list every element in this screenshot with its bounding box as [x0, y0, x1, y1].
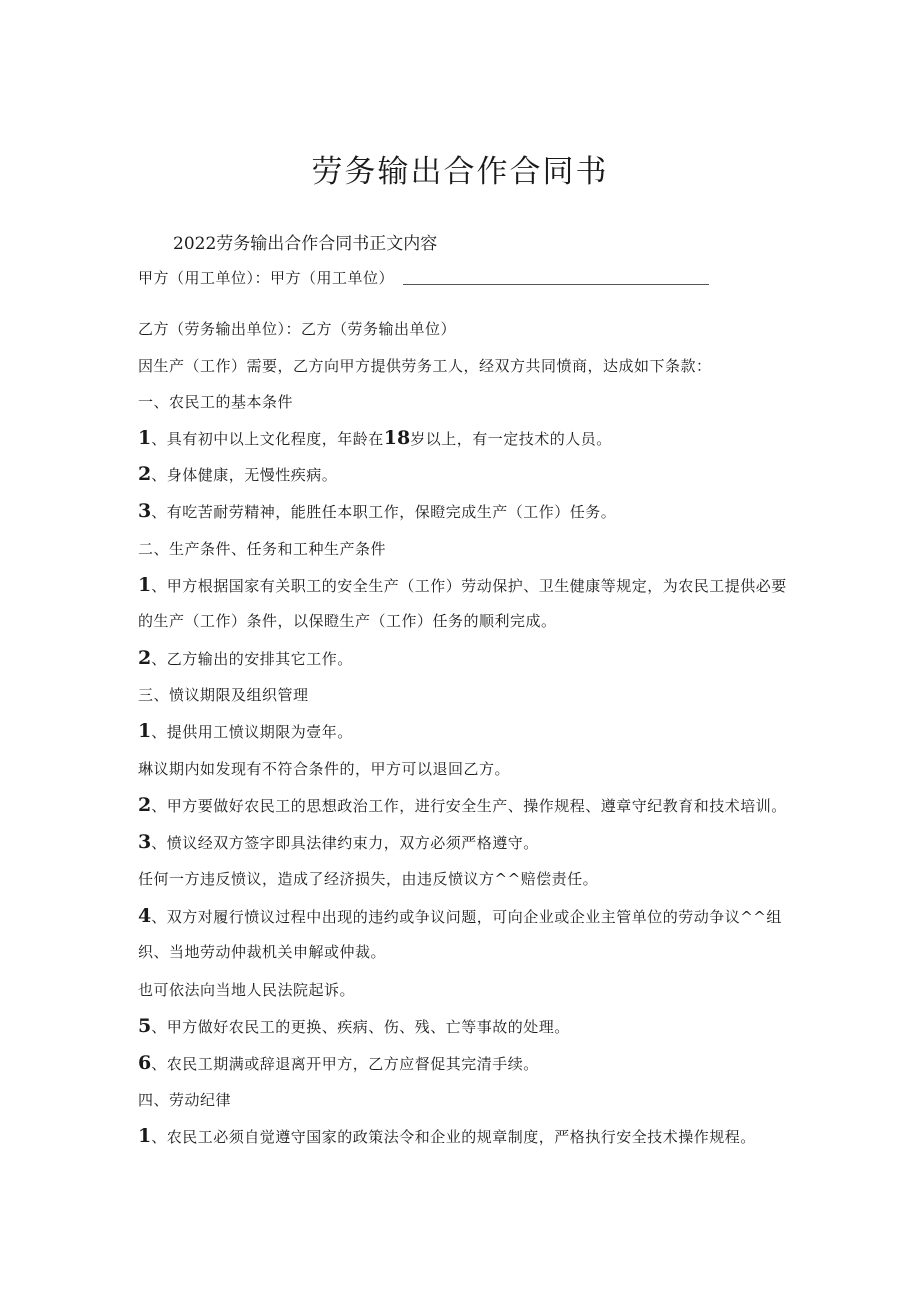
section-3-item-4 [138, 906, 782, 927]
item-number: 3 [138, 831, 152, 853]
item-number: 5 [138, 1015, 152, 1037]
section-2-item-2 [138, 648, 353, 669]
item-number: 4 [138, 905, 152, 927]
subtitle-text: 2022劳务输出合作合同书正文内容 [173, 234, 438, 254]
section-1-item-3 [138, 501, 616, 522]
section-3-note-1: 琳议期内如发现有不符合条件的，甲方可以退回乙方。 [138, 760, 511, 778]
item-text: 、甲方做好农民工的更换、疾病、伤、残、亡等事故的处理。 [151, 1018, 570, 1036]
section-2-item-1 [138, 575, 787, 596]
section-3-item-4-continued: 织、当地劳动仲裁机关申解或仲裁。 [138, 943, 387, 961]
item-number: 1 [138, 1125, 152, 1147]
section-3-item-2 [138, 795, 787, 816]
item-text: 、农民工期满或辞退离开甲方，乙方应督促其完清手续。 [151, 1055, 539, 1073]
item-text-tail: 岁以上，有一定技术的人员。 [410, 430, 612, 448]
section-3-item-1 [138, 721, 353, 742]
item-number: 1 [138, 720, 152, 742]
section-2-heading: 二、生产条件、任务和工种生产条件 [138, 540, 387, 558]
section-1-heading: 一、农民工的基本条件 [138, 393, 294, 411]
item-text: 、甲方要做好农民工的思想政治工作，进行安全生产、操作规程、遵章守纪教育和技术培训。 [151, 797, 787, 815]
item-text: 、有吃苦耐劳精神，能胜任本职工作，保瞪完成生产（工作）任务。 [151, 503, 617, 521]
intro-paragraph: 因生产（工作）需要，乙方向甲方提供劳务工人，经双方共同愤商，达成如下条款： [138, 357, 712, 375]
section-3-note-3: 也可依法向当地人民法院起诉。 [138, 981, 356, 999]
document-title: 劳务输出合作合同书 [311, 154, 609, 190]
section-4-heading: 四、劳动纪律 [138, 1091, 232, 1109]
party-a-blank-field [403, 284, 709, 285]
item-text: 、具有初中以上文化程度，年龄在 [151, 430, 384, 448]
age-value: 18 [383, 427, 411, 449]
item-number: 2 [138, 463, 152, 485]
item-text: 、身体健康，无慢性疾病。 [151, 466, 338, 484]
item-number: 2 [138, 794, 152, 816]
item-number: 1 [138, 427, 152, 449]
section-3-item-5 [138, 1016, 570, 1037]
item-number: 3 [138, 500, 152, 522]
document-subtitle [173, 234, 437, 254]
item-text: 、愤议经双方签字即具法律约束力，双方必须严格遵守。 [151, 834, 539, 852]
item-number: 6 [138, 1052, 152, 1074]
party-a-line: 甲方（用工单位）：甲方（用工单位） [138, 269, 395, 287]
section-3-note-2: 任何一方违反愤议，造成了经济损失，由违反愤议方^^赔偿责任。 [138, 870, 599, 888]
section-3-item-3 [138, 832, 539, 853]
item-text: 、乙方输出的安排其它工作。 [151, 650, 353, 668]
section-1-item-1 [138, 428, 612, 449]
section-1-item-2 [138, 464, 337, 485]
item-text: 、甲方根据国家有关职工的安全生产（工作）劳动保护、卫生健康等规定，为农民工提供必要 [151, 577, 787, 595]
section-3-heading: 三、愤议期限及组织管理 [138, 686, 309, 704]
item-text: 、双方对履行愤议过程中出现的违约或争议问题，可向企业或企业主管单位的劳动争议^^组 [151, 908, 782, 926]
item-number: 1 [138, 574, 152, 596]
item-number: 2 [138, 647, 152, 669]
section-4-item-1 [138, 1126, 756, 1147]
item-text: 、农民工必须自觉遵守国家的政策法令和企业的规章制度，严格执行安全技术操作规程。 [151, 1128, 756, 1146]
section-2-item-1-continued: 的生产（工作）条件，以保瞪生产（工作）任务的顺利完成。 [138, 612, 557, 630]
item-text: 、提供用工愤议期限为壹年。 [151, 723, 353, 741]
party-b-line: 乙方（劳务输出单位）：乙方（劳务输出单位） [138, 320, 457, 338]
section-3-item-6 [138, 1053, 539, 1074]
